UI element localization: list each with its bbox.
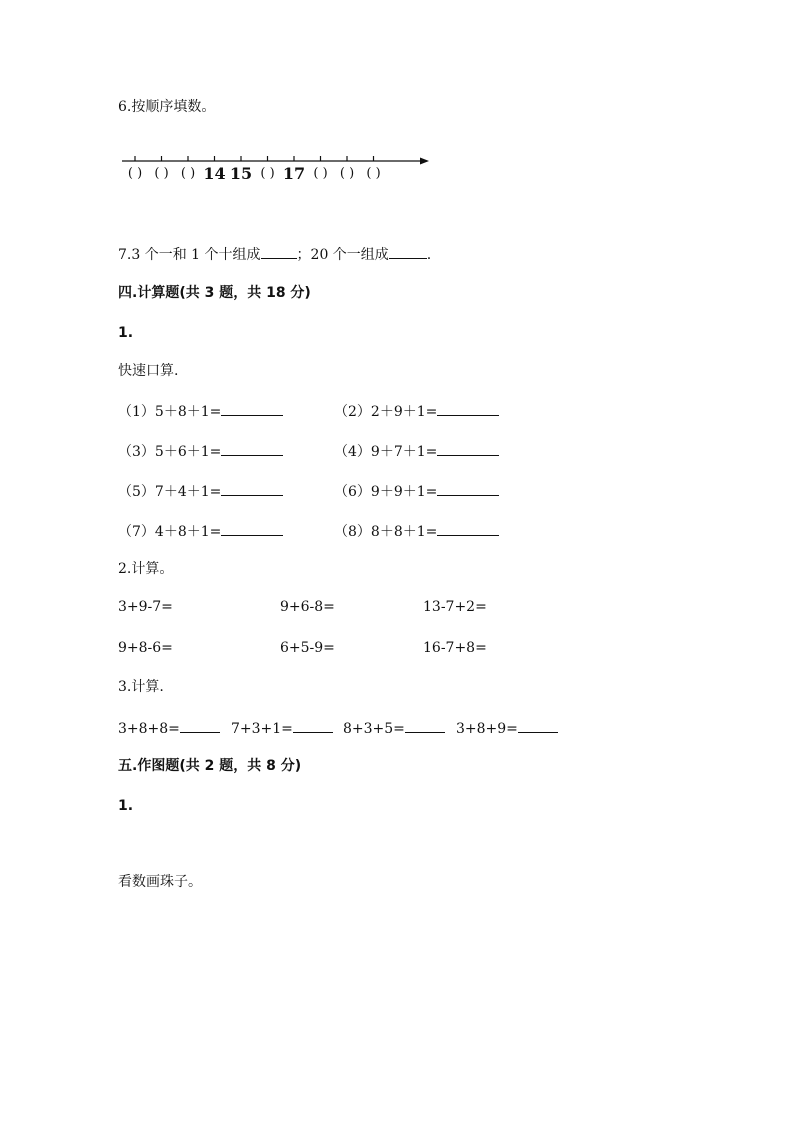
sum-item: 8+3+5= xyxy=(343,718,445,738)
section5-heading: 五.作图题(共 2 题，共 8 分) xyxy=(118,758,302,774)
number-line-blank[interactable]: ( ) xyxy=(180,166,196,181)
mental-math-item-1: （1）5＋8＋1= xyxy=(118,401,283,421)
calc-item: 13-7+2= xyxy=(423,599,487,615)
answer-blank[interactable] xyxy=(437,481,499,496)
answer-blank[interactable] xyxy=(437,401,499,416)
mental-math-item-6: （6）9＋9＋1= xyxy=(334,481,499,501)
q7-separator: ； xyxy=(296,247,311,263)
number-line-blank[interactable]: ( ) xyxy=(127,166,143,181)
number-line-arrow xyxy=(420,158,429,165)
mental-math-item-3: （3）5＋6＋1= xyxy=(118,441,283,461)
answer-blank[interactable] xyxy=(293,718,333,733)
section4-p2-label: 2.计算。 xyxy=(118,561,174,577)
mental-math-item-5: （5）7＋4＋1= xyxy=(118,481,283,501)
sum-item: 3+8+9= xyxy=(456,718,558,738)
answer-blank[interactable] xyxy=(518,718,558,733)
number-line-blank[interactable]: ( ) xyxy=(339,166,355,181)
calc-item: 9+6-8= xyxy=(280,599,335,615)
section4-p1-instruction: 快速口算. xyxy=(118,363,179,379)
section5-p1-instruction: 看数画珠子。 xyxy=(118,874,202,890)
number-line-blank[interactable]: ( ) xyxy=(154,166,169,181)
number-line-value: 17 xyxy=(282,164,306,183)
answer-blank[interactable] xyxy=(221,481,283,496)
number-line-value: 14 xyxy=(203,164,226,183)
calc-item: 16-7+8= xyxy=(423,640,487,656)
number-line-blank[interactable]: ( ) xyxy=(366,166,381,181)
answer-blank[interactable] xyxy=(405,718,445,733)
sum-item: 7+3+1= xyxy=(231,718,333,738)
answer-blank[interactable] xyxy=(180,718,220,733)
calc-item: 9+8-6= xyxy=(118,640,173,656)
section4-p3-label: 3.计算. xyxy=(118,679,164,695)
section4-p1-label: 1. xyxy=(118,325,134,341)
number-line-value: 15 xyxy=(229,164,253,183)
answer-blank[interactable] xyxy=(437,521,499,536)
q7-blank-2[interactable] xyxy=(389,244,427,259)
mental-math-item-2: （2）2＋9＋1= xyxy=(334,401,499,421)
answer-blank[interactable] xyxy=(221,521,283,536)
q7-line xyxy=(118,244,431,264)
q7-end: . xyxy=(426,247,432,263)
q7-part2: 20 个一组成 xyxy=(310,247,389,263)
q7-part1: 7.3 个一和 1 个十组成 xyxy=(118,247,261,263)
section5-p1-label: 1. xyxy=(118,798,134,814)
number-line-blank[interactable]: ( ) xyxy=(313,166,328,181)
number-line xyxy=(118,148,438,188)
q7-blank-1[interactable] xyxy=(261,244,297,259)
mental-math-item-8: （8）8＋8＋1= xyxy=(334,521,499,541)
section4-heading: 四.计算题(共 3 题，共 18 分) xyxy=(118,285,311,301)
q6-title: 6.按顺序填数。 xyxy=(118,99,216,115)
answer-blank[interactable] xyxy=(221,401,283,416)
mental-math-item-4: （4）9＋7＋1= xyxy=(334,441,499,461)
number-line-blank[interactable]: ( ) xyxy=(260,166,275,181)
answer-blank[interactable] xyxy=(437,441,499,456)
answer-blank[interactable] xyxy=(221,441,283,456)
calc-item: 6+5-9= xyxy=(280,640,335,656)
calc-item: 3+9-7= xyxy=(118,599,173,615)
sum-item: 3+8+8= xyxy=(118,718,220,738)
mental-math-item-7: （7）4＋8＋1= xyxy=(118,521,283,541)
